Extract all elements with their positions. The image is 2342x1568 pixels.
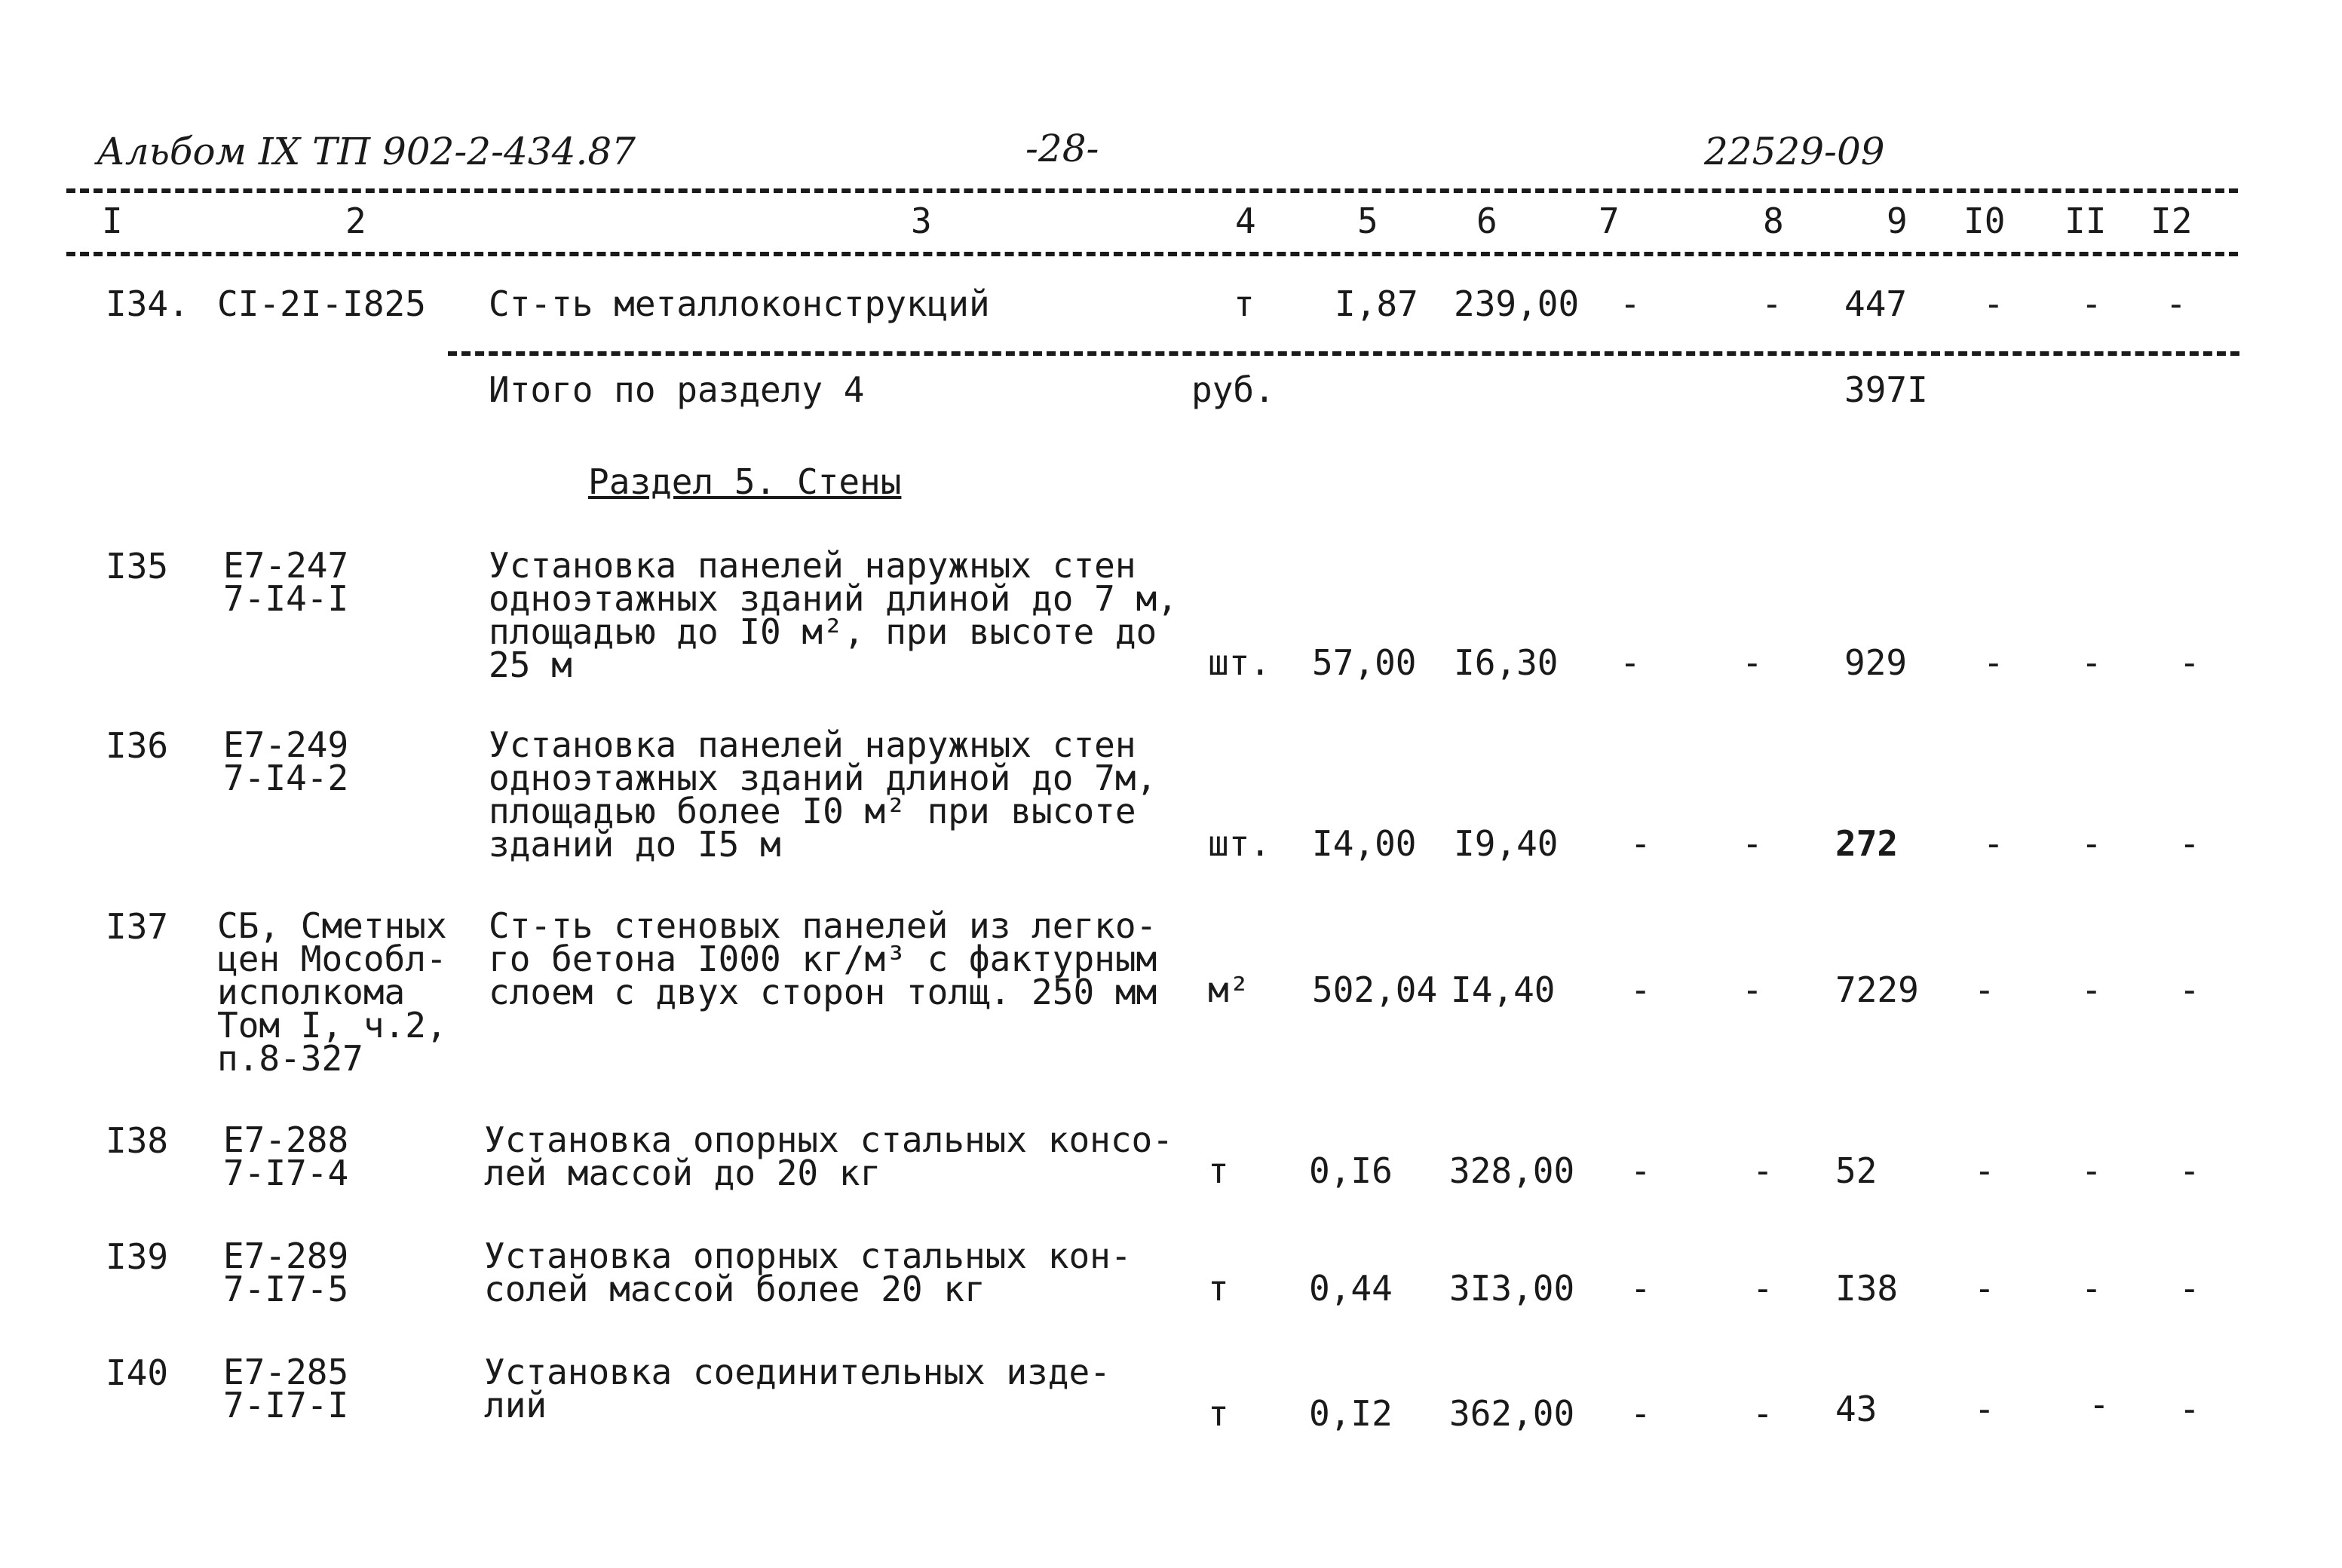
row-col12: - xyxy=(2179,969,2200,1010)
subtotal-unit: руб. xyxy=(1191,369,1275,410)
subtotal-label: Итого по разделу 4 xyxy=(489,369,865,410)
row-name: Установка опорных стальных кон- солей массой более 20 кг xyxy=(484,1236,1132,1309)
row-col11: - xyxy=(2081,969,2102,1010)
row-col8: - xyxy=(1752,1393,1773,1434)
row-col8: - xyxy=(1742,969,1763,1010)
row-price: 3I3,00 xyxy=(1449,1268,1575,1309)
row-name: Ст-ть металлоконструкций xyxy=(489,283,990,324)
row-unit: шт. xyxy=(1208,823,1271,864)
row-name: Установка панелей наружных стен одноэтажных зданий длиной до 7 м, площадью до I0 м², при высоте до 25 м xyxy=(489,545,1178,685)
row-price: I4,40 xyxy=(1451,969,1556,1010)
row-code: СБ, Сметных цен Мособл- исполкома Том I, ч.2, п.8-327 xyxy=(217,905,447,1079)
album-reference: Альбом IX ТП 902-2-434.87 xyxy=(97,130,636,173)
row-qty: I,87 xyxy=(1335,283,1418,324)
row-col11: - xyxy=(2081,642,2102,683)
document-code: 22529-09 xyxy=(1704,130,1885,173)
row-col11: - xyxy=(2081,283,2102,324)
row-col10: - xyxy=(1974,1268,1995,1309)
row-price: I6,30 xyxy=(1454,642,1559,683)
row-col8: - xyxy=(1761,283,1783,324)
row-col11: - xyxy=(2081,1268,2102,1309)
row-total: 7229 xyxy=(1835,969,1919,1010)
col-header-1: I xyxy=(102,201,123,241)
row-qty: 0,I2 xyxy=(1309,1393,1393,1434)
row-price: I9,40 xyxy=(1454,823,1559,864)
row-number: I40 xyxy=(106,1352,169,1393)
row-name: Установка соединительных изде- лий xyxy=(484,1352,1111,1426)
row-qty: 57,00 xyxy=(1312,642,1417,683)
row-qty: 0,44 xyxy=(1309,1268,1393,1309)
row-total: 272 xyxy=(1835,823,1899,864)
row-col12: - xyxy=(2179,1268,2200,1309)
row-number: I37 xyxy=(106,906,169,947)
subtotal-total: 397I xyxy=(1844,369,1928,410)
row-col8: - xyxy=(1752,1150,1773,1191)
row-price: 362,00 xyxy=(1449,1393,1575,1434)
row-price: 239,00 xyxy=(1454,283,1580,324)
row-total: 929 xyxy=(1844,642,1908,683)
row-unit: шт. xyxy=(1208,642,1271,683)
row-col11: - xyxy=(2081,823,2102,864)
col-header-3: 3 xyxy=(911,201,932,241)
row-unit: т xyxy=(1208,1268,1229,1309)
row-number: I38 xyxy=(106,1120,169,1161)
row-code: Е7-288 7-I7-4 xyxy=(223,1119,349,1193)
col-header-5: 5 xyxy=(1357,201,1378,241)
row-col11: - xyxy=(2089,1384,2110,1425)
row-col10: - xyxy=(1983,823,2004,864)
row-col12: - xyxy=(2179,1150,2200,1191)
row-name: Установка панелей наружных стен одноэтажных зданий длиной до 7м, площадью более I0 м² при высоте зданий до I5 м xyxy=(489,724,1157,865)
col-header-11: II xyxy=(2065,201,2107,241)
row-total: 447 xyxy=(1844,283,1908,324)
col-header-6: 6 xyxy=(1476,201,1497,241)
row-col10: - xyxy=(1983,283,2004,324)
row-col10: - xyxy=(1983,642,2004,683)
col-header-2: 2 xyxy=(345,201,366,241)
row-qty: 502,04 xyxy=(1312,969,1438,1010)
row-qty: 0,I6 xyxy=(1309,1150,1393,1191)
row-total: 43 xyxy=(1835,1389,1878,1429)
row-col7: - xyxy=(1620,642,1641,683)
header-top-rule xyxy=(66,188,2238,193)
header-bottom-rule xyxy=(66,252,2238,256)
row-col7: - xyxy=(1620,283,1641,324)
subtotal-rule xyxy=(448,351,2239,356)
row-col8: - xyxy=(1742,642,1763,683)
col-header-4: 4 xyxy=(1235,201,1256,241)
row-col7: - xyxy=(1630,823,1651,864)
row-unit: м² xyxy=(1208,969,1250,1010)
row-number: I35 xyxy=(106,546,169,586)
row-col10: - xyxy=(1974,969,1995,1010)
col-header-8: 8 xyxy=(1763,201,1784,241)
row-total: I38 xyxy=(1835,1268,1899,1309)
col-header-9: 9 xyxy=(1887,201,1908,241)
row-col10: - xyxy=(1974,1389,1995,1429)
row-col11: - xyxy=(2081,1150,2102,1191)
col-header-12: I2 xyxy=(2150,201,2193,241)
row-col10: - xyxy=(1974,1150,1995,1191)
row-qty: I4,00 xyxy=(1312,823,1417,864)
row-col7: - xyxy=(1630,1150,1651,1191)
row-price: 328,00 xyxy=(1449,1150,1575,1191)
col-header-10: I0 xyxy=(1963,201,2006,241)
row-code: Е7-285 7-I7-I xyxy=(223,1352,349,1426)
col-header-7: 7 xyxy=(1599,201,1620,241)
row-unit: т xyxy=(1208,1150,1229,1191)
row-col7: - xyxy=(1630,1393,1651,1434)
row-number: I34. xyxy=(106,283,189,324)
row-col12: - xyxy=(2179,642,2200,683)
row-name: Ст-ть стеновых панелей из легко- го бетона I000 кг/м³ с фактурным слоем с двух сторон толщ. 250 мм xyxy=(489,905,1157,1012)
page-number: -28- xyxy=(1025,127,1099,170)
row-unit: т xyxy=(1234,283,1255,324)
row-unit: т xyxy=(1208,1393,1229,1434)
row-col7: - xyxy=(1630,969,1651,1010)
row-code: Е7-249 7-I4-2 xyxy=(223,724,349,798)
row-col7: - xyxy=(1630,1268,1651,1309)
row-col8: - xyxy=(1742,823,1763,864)
row-number: I39 xyxy=(106,1236,169,1277)
row-code: Е7-247 7-I4-I xyxy=(223,545,349,619)
row-col8: - xyxy=(1752,1268,1773,1309)
section-title: Раздел 5. Стены xyxy=(588,461,902,502)
row-number: I36 xyxy=(106,725,169,766)
row-col12: - xyxy=(2179,823,2200,864)
row-code: Е7-289 7-I7-5 xyxy=(223,1236,349,1309)
row-name: Установка опорных стальных консо- лей массой до 20 кг xyxy=(484,1119,1173,1193)
row-total: 52 xyxy=(1835,1150,1878,1191)
row-col12: - xyxy=(2166,283,2187,324)
row-col12: - xyxy=(2179,1389,2200,1429)
row-code: CI-2I-I825 xyxy=(217,283,426,324)
